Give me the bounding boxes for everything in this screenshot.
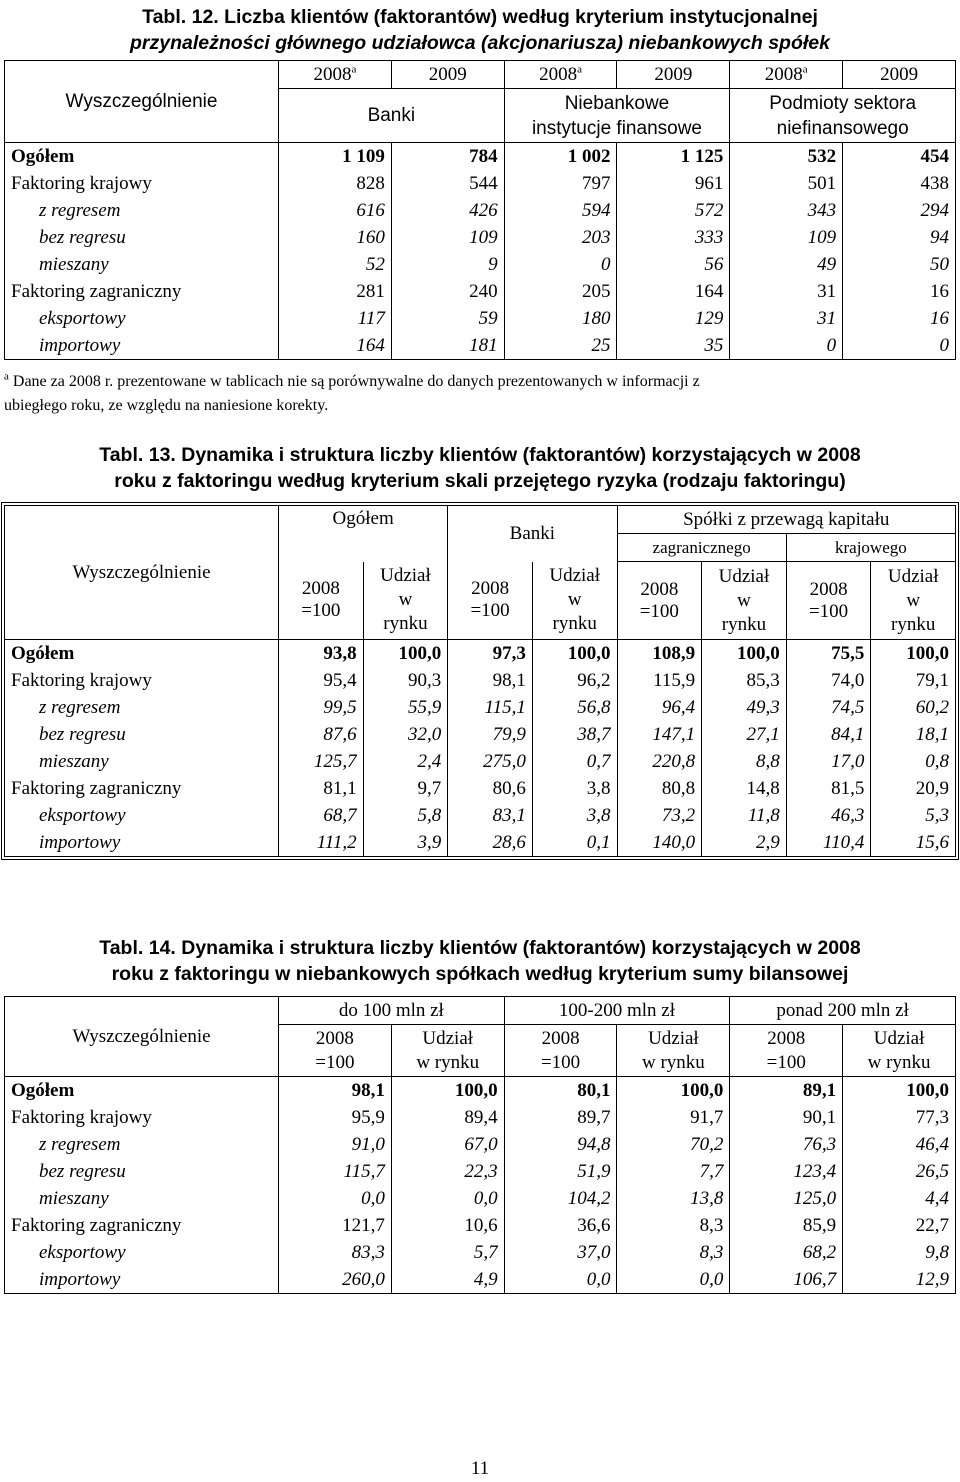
- table-cell: 110,4: [786, 829, 871, 857]
- table-cell: 89,7: [504, 1104, 617, 1131]
- row-label: Faktoring zagraniczny: [5, 775, 279, 802]
- table-cell: 81,5: [786, 775, 871, 802]
- table-cell: 205: [504, 278, 617, 305]
- table-cell: 140,0: [617, 829, 702, 857]
- table-cell: 91,0: [279, 1131, 392, 1158]
- table-cell: 50: [930, 254, 949, 275]
- table-cell: 22,3: [391, 1158, 504, 1185]
- table-cell: 49: [730, 251, 843, 278]
- table-cell: 9: [391, 251, 504, 278]
- table-cell: 9,7: [363, 775, 448, 802]
- t13-group-ogolem: Ogółem: [279, 506, 448, 562]
- table-cell: 147,1: [617, 721, 702, 748]
- table-cell: 95,9: [279, 1104, 392, 1131]
- table-cell: 52: [279, 251, 392, 278]
- table-cell: 25: [504, 332, 617, 360]
- table-cell: 98,1: [448, 667, 533, 694]
- table-cell: 56: [617, 251, 730, 278]
- table-cell: 16: [930, 308, 949, 329]
- table-cell: 94: [930, 227, 949, 248]
- row-label: mieszany: [5, 1185, 279, 1212]
- table-row: [5, 802, 956, 829]
- table-cell: 281: [279, 278, 392, 305]
- table-cell: 12,9: [915, 1269, 949, 1290]
- table-cell: 2,9: [702, 829, 787, 857]
- table-12-body: [5, 143, 956, 360]
- row-label: Ogółem: [5, 143, 279, 171]
- table-cell: 260,0: [279, 1266, 392, 1294]
- table-row: [5, 332, 956, 360]
- table-cell: 0: [730, 332, 843, 360]
- t12-year-5: 2008$^a$: [730, 61, 843, 89]
- row-label: mieszany: [5, 251, 279, 278]
- table-cell: 117: [279, 305, 392, 332]
- table-row: [5, 224, 956, 251]
- t13-h-udzial: Udział w rynku: [871, 562, 956, 640]
- table-cell: 16: [930, 281, 949, 302]
- table-cell: 784: [391, 143, 504, 171]
- row-label: Faktoring zagraniczny: [5, 278, 279, 305]
- table-12: [4, 60, 956, 360]
- table-cell: 100,0: [906, 643, 949, 664]
- table-12-caption: [0, 4, 960, 56]
- table-cell: 79,9: [448, 721, 533, 748]
- row-label: importowy: [5, 1266, 279, 1294]
- table-cell: 164: [617, 278, 730, 305]
- row-label: bez regresu: [5, 224, 279, 251]
- table-14-body: [5, 1077, 956, 1294]
- table-cell: 17,0: [786, 748, 871, 775]
- table-cell: 100,0: [702, 640, 787, 668]
- row-label: importowy: [5, 829, 279, 857]
- table-cell: 501: [730, 170, 843, 197]
- t13-h-udzial: Udział w rynku: [702, 562, 787, 640]
- row-label: importowy: [5, 332, 279, 360]
- table-cell: 0,0: [391, 1185, 504, 1212]
- table-row: [5, 1158, 956, 1185]
- table-14-caption-line1: Tabl. 14. Dynamika i struktura liczby klientów (faktorantów) korzystających w 2008: [99, 937, 861, 959]
- t14-h-udzial: Udział w rynku: [391, 1025, 504, 1077]
- table-cell: 5,7: [391, 1239, 504, 1266]
- table-cell: 59: [391, 305, 504, 332]
- table-cell: 89,1: [730, 1077, 843, 1105]
- table-cell: 31: [730, 305, 843, 332]
- table-cell: 91,7: [617, 1104, 730, 1131]
- t14-h-idx: 2008 =100: [279, 1025, 392, 1077]
- table-row: [5, 170, 956, 197]
- table-12-caption-line2: przynależności głównego udziałowca (akcjonariusza) niebankowych spółek: [129, 32, 830, 54]
- table-12-stub-header: Wyszczególnienie: [5, 61, 279, 143]
- table-cell: 83,3: [279, 1239, 392, 1266]
- table-cell: 129: [617, 305, 730, 332]
- table-cell: 343: [730, 197, 843, 224]
- table-cell: 5,8: [363, 802, 448, 829]
- table-row: [5, 775, 956, 802]
- table-cell: 572: [617, 197, 730, 224]
- table-cell: 32,0: [363, 721, 448, 748]
- table-cell: 8,3: [617, 1239, 730, 1266]
- table-cell: 3,8: [532, 775, 617, 802]
- table-cell: 0: [504, 251, 617, 278]
- table-cell: 46,3: [786, 802, 871, 829]
- row-label: bez regresu: [5, 721, 279, 748]
- row-label: Faktoring krajowy: [5, 667, 279, 694]
- table-cell: 454: [920, 146, 949, 167]
- table-cell: 89,4: [391, 1104, 504, 1131]
- table-cell: 594: [504, 197, 617, 224]
- table-cell: 35: [617, 332, 730, 360]
- table-cell: 74,5: [786, 694, 871, 721]
- table-cell: 797: [504, 170, 617, 197]
- table-cell: 26,5: [915, 1161, 949, 1182]
- table-14-caption-line2: roku z faktoringu w niebankowych spółkach według kryterium sumy bilansowej: [111, 963, 849, 985]
- t12-year-3: 2008$^a$: [504, 61, 617, 89]
- table-cell: 333: [617, 224, 730, 251]
- table-cell: 85,3: [702, 667, 787, 694]
- row-label: eksportowy: [5, 1239, 279, 1266]
- table-cell: 109: [730, 224, 843, 251]
- table-cell: 85,9: [730, 1212, 843, 1239]
- table-cell: 90,1: [730, 1104, 843, 1131]
- row-label: Faktoring krajowy: [5, 1104, 279, 1131]
- table-cell: 80,6: [448, 775, 533, 802]
- table-cell: 80,1: [504, 1077, 617, 1105]
- table-12-footnote: $^a$ Dane za 2008 r. prezentowane w tablicach nie są porównywalne do danych prezentowanych w informacji z ubiegłego roku, ze względu na naniesione korekty.: [4, 370, 700, 414]
- table-12-caption-line1: Tabl. 12. Liczba klientów (faktorantów) według kryterium instytucjonalnej: [142, 6, 818, 28]
- table-cell: 8,3: [617, 1212, 730, 1239]
- table-cell: 0,7: [532, 748, 617, 775]
- table-13-caption: [0, 442, 960, 494]
- table-row: [5, 1131, 956, 1158]
- table-cell: 84,1: [786, 721, 871, 748]
- table-cell: 108,9: [617, 640, 702, 668]
- table-cell: 99,5: [279, 694, 364, 721]
- table-cell: 14,8: [702, 775, 787, 802]
- table-cell: 68,7: [279, 802, 364, 829]
- table-cell: 111,2: [279, 829, 364, 857]
- table-cell: 0,0: [617, 1266, 730, 1294]
- table-row: [5, 278, 956, 305]
- t12-year-6: 2009: [843, 61, 956, 89]
- table-cell: 5,3: [925, 805, 949, 826]
- table-cell: 96,2: [532, 667, 617, 694]
- page-number: 11: [470, 1458, 490, 1479]
- t13-h-idx: 2008 =100: [279, 562, 364, 640]
- t14-group-1: do 100 mln zł: [279, 997, 505, 1025]
- table-cell: 81,1: [279, 775, 364, 802]
- table-cell: 8,8: [702, 748, 787, 775]
- table-cell: 95,4: [279, 667, 364, 694]
- table-cell: 90,3: [363, 667, 448, 694]
- table-cell: 100,0: [532, 640, 617, 668]
- table-cell: 426: [391, 197, 504, 224]
- table-cell: 1 002: [504, 143, 617, 171]
- table-cell: 240: [391, 278, 504, 305]
- table-cell: 125,0: [730, 1185, 843, 1212]
- table-14: [4, 996, 956, 1294]
- t14-h-udzial: Udział w rynku: [617, 1025, 730, 1077]
- t13-group-banki: Banki: [448, 506, 617, 562]
- table-cell: 4,4: [925, 1188, 949, 1209]
- table-cell: 100,0: [363, 640, 448, 668]
- table-cell: 93,8: [279, 640, 364, 668]
- table-cell: 73,2: [617, 802, 702, 829]
- table-row: [5, 1185, 956, 1212]
- table-cell: 96,4: [617, 694, 702, 721]
- table-cell: 181: [391, 332, 504, 360]
- t13-group-zagranicznego: zagranicznego: [617, 534, 786, 562]
- table-13-caption-line1: Tabl. 13. Dynamika i struktura liczby klientów (faktorantów) korzystających w 2008: [99, 444, 861, 466]
- table-cell: 0,1: [532, 829, 617, 857]
- table-cell: 15,6: [915, 832, 949, 853]
- table-cell: 51,9: [504, 1158, 617, 1185]
- table-cell: 60,2: [915, 697, 949, 718]
- row-label: Ogółem: [5, 640, 279, 668]
- table-cell: 121,7: [279, 1212, 392, 1239]
- t12-year-1: 2008$^a$: [279, 61, 392, 89]
- t14-h-udzial: Udział w rynku: [843, 1025, 956, 1077]
- t13-h-udzial: Udział w rynku: [363, 562, 448, 640]
- table-14-caption: [0, 935, 960, 987]
- table-cell: 79,1: [915, 670, 949, 691]
- table-cell: 75,5: [786, 640, 871, 668]
- table-cell: 532: [730, 143, 843, 171]
- table-cell: 56,8: [532, 694, 617, 721]
- table-cell: 22,7: [915, 1215, 949, 1236]
- row-label: Faktoring krajowy: [5, 170, 279, 197]
- table-cell: 0: [939, 335, 949, 356]
- table-cell: 7,7: [617, 1158, 730, 1185]
- table-cell: 109: [391, 224, 504, 251]
- table-row: [5, 1077, 956, 1105]
- table-cell: 2,4: [363, 748, 448, 775]
- table-cell: 37,0: [504, 1239, 617, 1266]
- table-cell: 80,8: [617, 775, 702, 802]
- table-cell: 123,4: [730, 1158, 843, 1185]
- t12-group-niebankowe: Niebankowe instytucje finansowe: [504, 89, 730, 143]
- t13-h-idx: 2008 =100: [786, 562, 871, 640]
- table-cell: 87,6: [279, 721, 364, 748]
- t12-year-4: 2009: [617, 61, 730, 89]
- table-cell: 164: [279, 332, 392, 360]
- table-cell: 77,3: [915, 1107, 949, 1128]
- table-cell: 98,1: [279, 1077, 392, 1105]
- table-cell: 100,0: [617, 1077, 730, 1105]
- table-cell: 67,0: [391, 1131, 504, 1158]
- table-cell: 275,0: [448, 748, 533, 775]
- table-cell: 13,8: [617, 1185, 730, 1212]
- table-cell: 0,0: [279, 1185, 392, 1212]
- table-cell: 115,7: [279, 1158, 392, 1185]
- table-row: [5, 748, 956, 775]
- t14-group-2: 100-200 mln zł: [504, 997, 730, 1025]
- table-cell: 294: [920, 200, 949, 221]
- row-label: z regresem: [5, 1131, 279, 1158]
- table-cell: 97,3: [448, 640, 533, 668]
- table-row: [5, 1239, 956, 1266]
- table-row: [5, 1266, 956, 1294]
- table-cell: 125,7: [279, 748, 364, 775]
- row-label: z regresem: [5, 197, 279, 224]
- table-cell: 961: [617, 170, 730, 197]
- table-cell: 36,6: [504, 1212, 617, 1239]
- table-row: [5, 667, 956, 694]
- table-cell: 31: [730, 278, 843, 305]
- table-cell: 4,9: [391, 1266, 504, 1294]
- row-label: Ogółem: [5, 1077, 279, 1105]
- table-cell: 104,2: [504, 1185, 617, 1212]
- table-cell: 74,0: [786, 667, 871, 694]
- table-cell: 115,9: [617, 667, 702, 694]
- row-label: z regresem: [5, 694, 279, 721]
- table-cell: 438: [920, 173, 949, 194]
- table-cell: 38,7: [532, 721, 617, 748]
- table-cell: 46,4: [915, 1134, 949, 1155]
- table-cell: 203: [504, 224, 617, 251]
- t13-group-krajowego: krajowego: [786, 534, 955, 562]
- table-13-stub-header: Wyszczególnienie: [5, 506, 279, 640]
- table-cell: 28,6: [448, 829, 533, 857]
- table-row: [5, 143, 956, 171]
- table-cell: 160: [279, 224, 392, 251]
- table-cell: 0,0: [504, 1266, 617, 1294]
- table-cell: 1 109: [279, 143, 392, 171]
- table-row: [5, 197, 956, 224]
- table-cell: 49,3: [702, 694, 787, 721]
- table-cell: 100,0: [906, 1080, 949, 1101]
- table-cell: 70,2: [617, 1131, 730, 1158]
- table-row: [5, 305, 956, 332]
- table-row: [5, 640, 956, 668]
- t12-group-podmioty: Podmioty sektora niefinansowego: [730, 89, 956, 143]
- t14-h-idx: 2008 =100: [730, 1025, 843, 1077]
- t14-group-3: ponad 200 mln zł: [730, 997, 956, 1025]
- table-cell: 0,8: [925, 751, 949, 772]
- row-label: eksportowy: [5, 305, 279, 332]
- row-label: bez regresu: [5, 1158, 279, 1185]
- table-cell: 220,8: [617, 748, 702, 775]
- table-cell: 180: [504, 305, 617, 332]
- table-cell: 55,9: [363, 694, 448, 721]
- table-14-stub-header: Wyszczególnienie: [5, 997, 279, 1077]
- table-cell: 3,8: [532, 802, 617, 829]
- t13-group-spolki: Spółki z przewagą kapitału: [617, 506, 956, 534]
- table-cell: 76,3: [730, 1131, 843, 1158]
- table-cell: 106,7: [730, 1266, 843, 1294]
- table-row: [5, 251, 956, 278]
- table-cell: 27,1: [702, 721, 787, 748]
- table-cell: 616: [279, 197, 392, 224]
- table-cell: 20,9: [915, 778, 949, 799]
- t13-h-idx: 2008 =100: [617, 562, 702, 640]
- t14-h-idx: 2008 =100: [504, 1025, 617, 1077]
- table-cell: 83,1: [448, 802, 533, 829]
- table-cell: 544: [391, 170, 504, 197]
- table-cell: 9,8: [925, 1242, 949, 1263]
- table-cell: 94,8: [504, 1131, 617, 1158]
- table-cell: 68,2: [730, 1239, 843, 1266]
- t13-h-udzial: Udział w rynku: [532, 562, 617, 640]
- table-cell: 115,1: [448, 694, 533, 721]
- row-label: Faktoring zagraniczny: [5, 1212, 279, 1239]
- table-13-caption-line2: roku z faktoringu według kryterium skali przejętego ryzyka (rodzaju faktoringu): [114, 470, 846, 492]
- table-13: [4, 505, 956, 857]
- row-label: eksportowy: [5, 802, 279, 829]
- table-cell: 11,8: [702, 802, 787, 829]
- table-row: [5, 829, 956, 857]
- table-row: [5, 1212, 956, 1239]
- table-cell: 18,1: [915, 724, 949, 745]
- table-cell: 828: [279, 170, 392, 197]
- table-13-body: [5, 640, 956, 857]
- table-row: [5, 694, 956, 721]
- table-row: [5, 1104, 956, 1131]
- t13-h-idx: 2008 =100: [448, 562, 533, 640]
- row-label: mieszany: [5, 748, 279, 775]
- table-cell: 1 125: [617, 143, 730, 171]
- t12-group-banki: Banki: [279, 89, 505, 143]
- t12-year-2: 2009: [391, 61, 504, 89]
- table-cell: 10,6: [391, 1212, 504, 1239]
- table-cell: 100,0: [391, 1077, 504, 1105]
- table-cell: 3,9: [363, 829, 448, 857]
- table-row: [5, 721, 956, 748]
